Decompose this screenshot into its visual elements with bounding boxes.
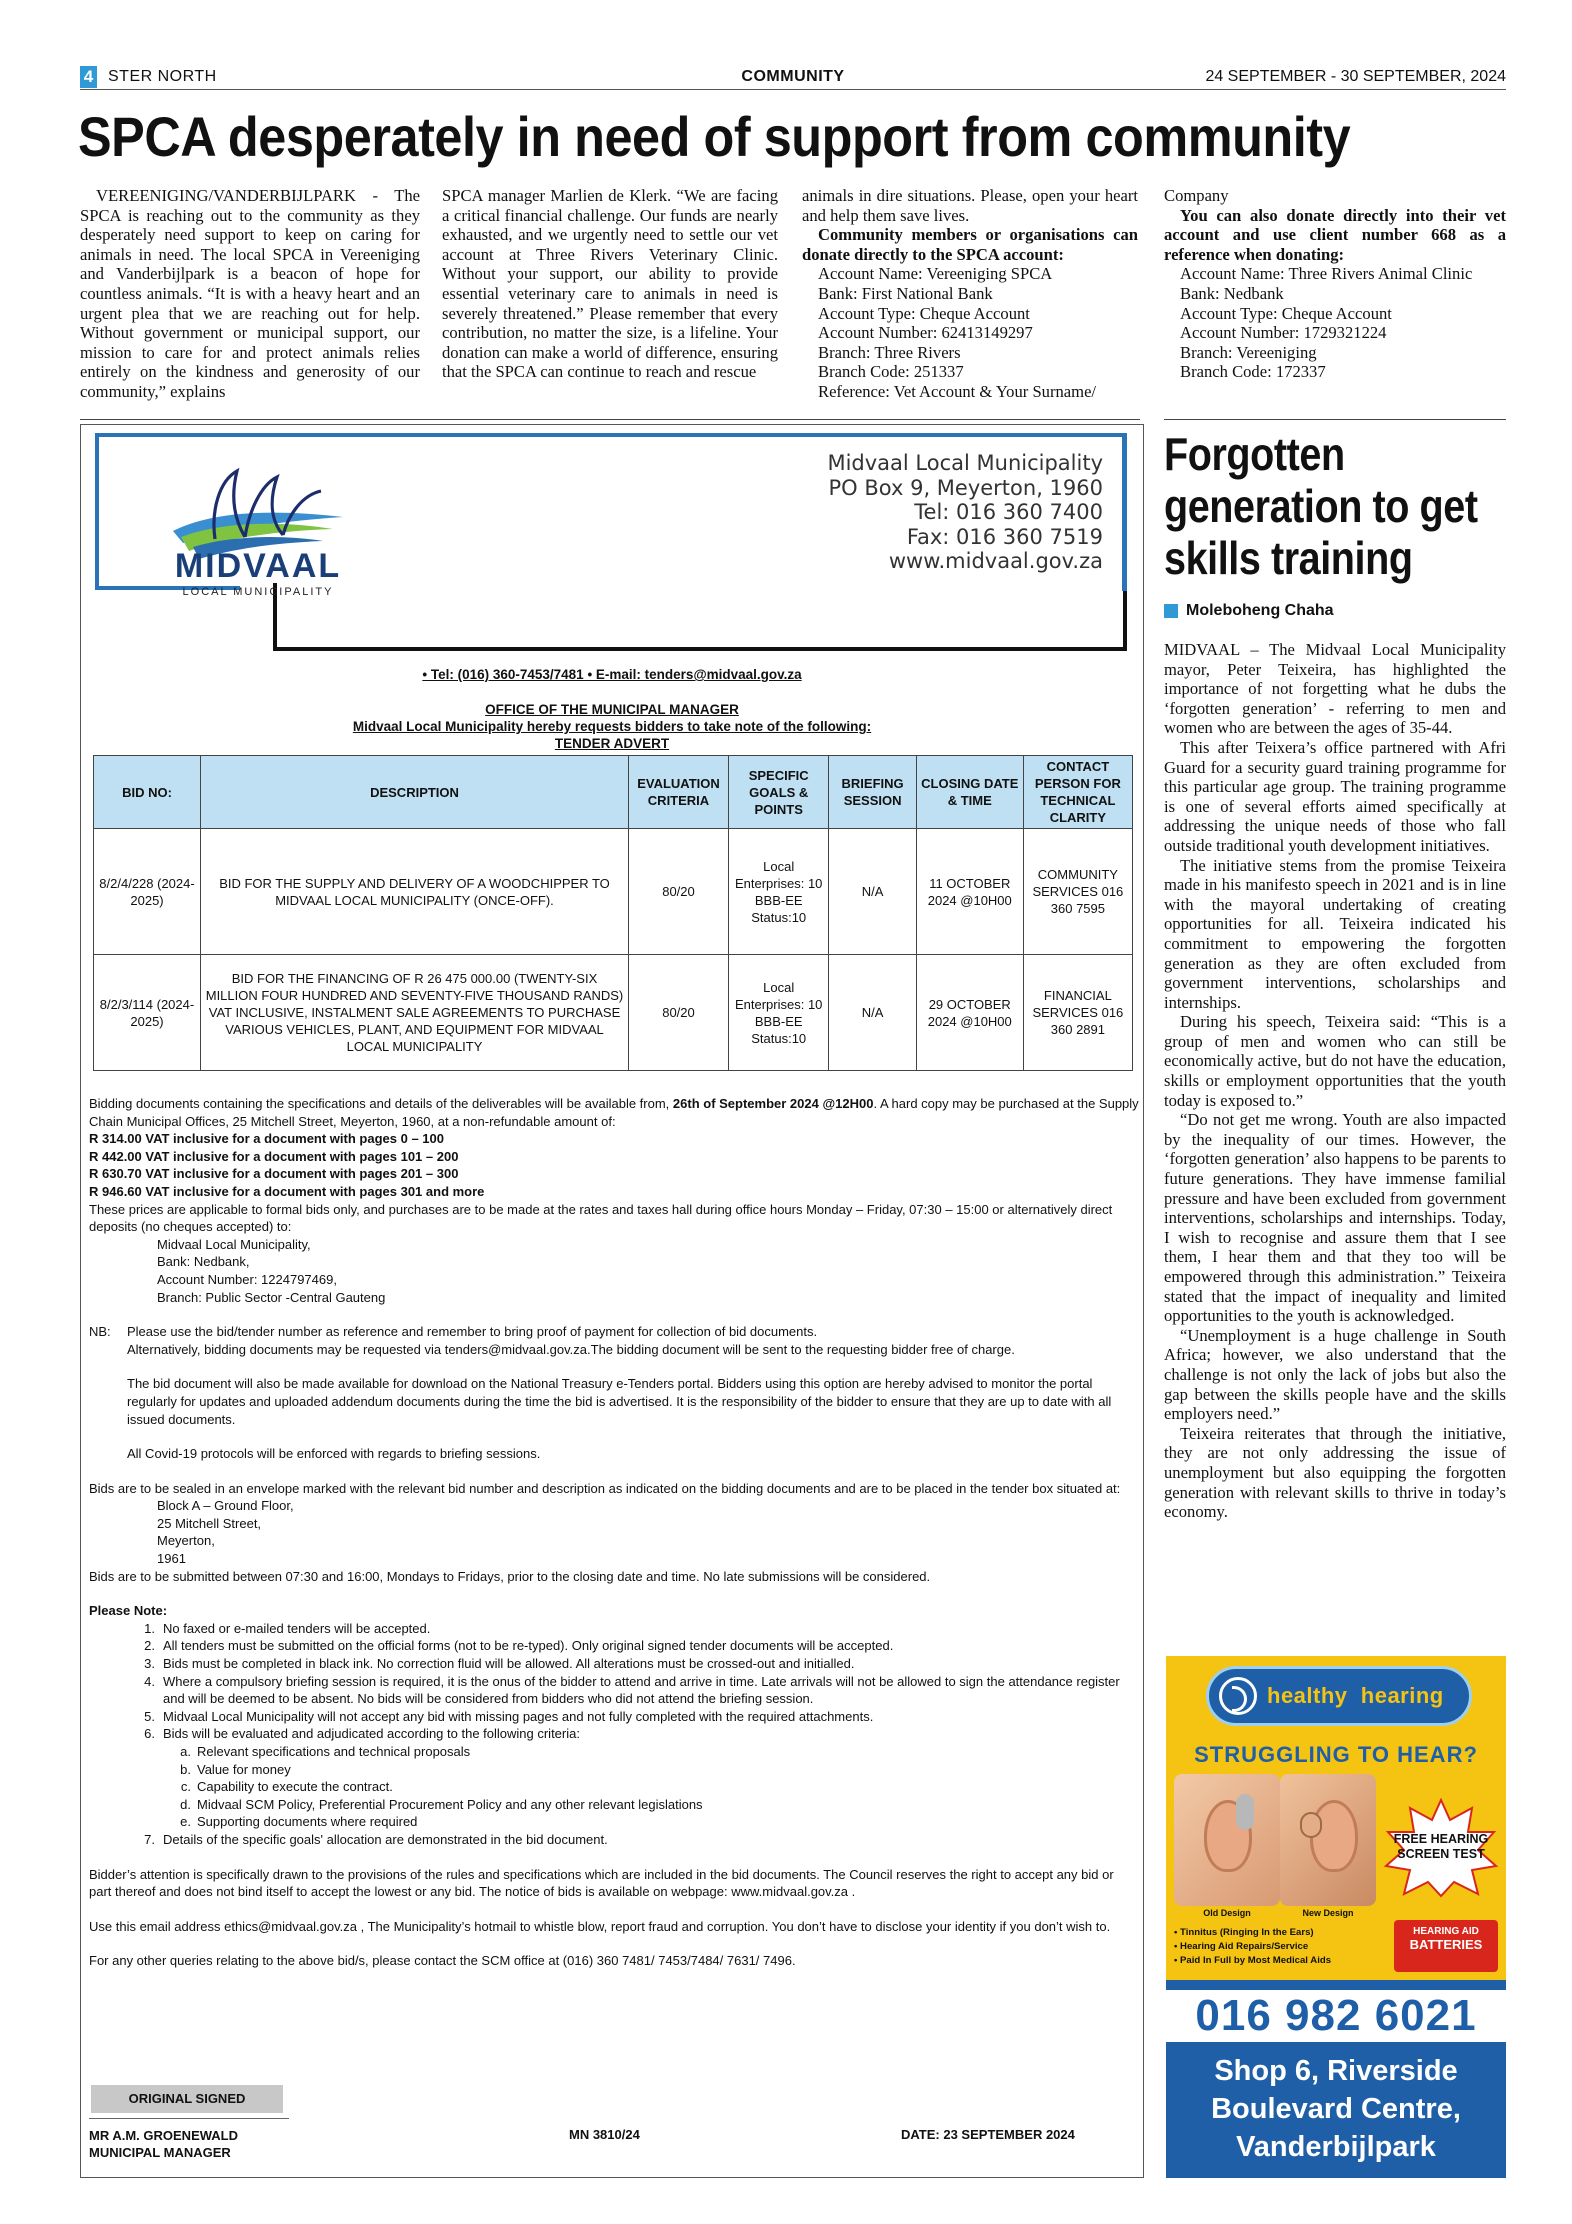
tender-table — [93, 755, 1133, 1071]
ad-tagline: STRUGGLING TO HEAR? — [1194, 1742, 1478, 1767]
list-item: 3. Bids must be completed in black ink. No correction fluid will be allowed. All alterations must be crossed-out and initialled. — [144, 1656, 855, 1672]
issue-date: 24 SEPTEMBER - 30 SEPTEMBER, 2024 — [1205, 68, 1506, 85]
old-design-photo — [1174, 1774, 1280, 1906]
divider — [1164, 419, 1506, 420]
nb-line: All Covid-19 protocols will be enforced with regards to briefing sessions. — [127, 1446, 541, 1462]
frame-line — [95, 433, 99, 590]
documents-intro-text: . A hard copy may be purchased at the Supply Chain Municipal Offices, 25 Mitchell Street, Meyerton, 1960, at a non-refundable amount of: — [89, 1096, 1139, 1129]
tender-box-line: 1961 — [157, 1551, 186, 1567]
service-item: • Tinnitus (Ringing In the Ears) — [1174, 1927, 1314, 1938]
spca-vet-line: Branch Code: 172337 — [1180, 362, 1326, 382]
column-header: CONTACT PERSON FOR TECHNICAL CLARITY — [1023, 756, 1132, 829]
bid-number: 8/2/4/228 (2024-2025) — [94, 829, 201, 955]
spca-account-line: Account Name: Vereeniging SPCA — [818, 264, 1053, 284]
spca-vet-line: Account Number: 1729321224 — [1180, 323, 1387, 343]
bid-goals: Local Enterprises: 10 BBB-EE Status:10 — [728, 955, 828, 1071]
spca-account-line: Branch: Three Rivers — [818, 342, 961, 362]
article-paragraph: The initiative stems from the promise Teixeira made in his manifesto speech in 2021 and is in line with the mayoral undertaking of creating opportunities for all. Teixeira indicated his commitment to empowering the forgotten generation as they are often excluded from government interventions, scholarships and internships. — [1164, 855, 1506, 1012]
frame-line — [273, 647, 1127, 651]
criteria-text: Supporting documents where required — [197, 1814, 418, 1830]
photo-caption: New Design — [1302, 1908, 1354, 1918]
bank-details — [89, 1236, 1139, 1306]
bid-evaluation: 80/20 — [629, 955, 729, 1071]
services-list — [1174, 1926, 1331, 1968]
price-list — [89, 1130, 1139, 1200]
criteria-list — [137, 1743, 1139, 1831]
article-headline: Forgotten generation to get skills training — [1164, 428, 1478, 584]
list-item: 1. No faxed or e-mailed tenders will be accepted. — [144, 1620, 431, 1636]
spca-continued-text: Company — [1164, 186, 1229, 205]
page-header — [80, 66, 1506, 90]
spca-vet-heading: You can also donate directly into their vet account and use client number 668 as a reference when donating: — [1164, 205, 1506, 264]
notice-line: Midvaal Local Municipality hereby requests bidders to take note of the following: — [352, 719, 872, 734]
page-number: 4 — [80, 66, 97, 88]
note-text: Where a compulsory briefing session is required, it is the onus of the bidder to attend and arrive in time. Late arrivals will not be allowed to sign the attendance register and will be deemed to be absent. No bids will be considered from bidders who did not attend the briefing session. — [163, 1673, 1120, 1707]
batteries-line: BATTERIES — [1409, 1937, 1483, 1952]
ad-address-line: Boulevard Centre, — [1211, 2093, 1461, 2125]
tender-box-address — [89, 1497, 1139, 1567]
documents-intro — [89, 1095, 1139, 1130]
brand-word: healthy — [1267, 1683, 1348, 1708]
documents-intro-text: Bidding documents containing the specifications and details of the deliverables will be available from, — [89, 1096, 673, 1111]
list-item: e. Supporting documents where required — [180, 1814, 418, 1830]
article-body — [1164, 640, 1506, 1522]
section-name: COMMUNITY — [741, 68, 845, 85]
spca-column-1 — [80, 186, 420, 402]
address-line: Fax: 016 360 7519 — [906, 524, 1103, 549]
submission-times: Bids are to be submitted between 07:30 and 16:00, Mondays to Fridays, prior to the closing date and time. No late submissions will be considered. — [89, 1568, 931, 1584]
bid-goals: Local Enterprises: 10 BBB-EE Status:10 — [728, 829, 828, 955]
manager-name: MR A.M. GROENEWALD — [89, 2128, 239, 2143]
new-design-photo — [1280, 1774, 1376, 1906]
article-paragraph: “Do not get me wrong. Youth are also impacted by the inequality of our times. However, the ‘forgotten generation’ also happens to be parents to future generations. They have immense familial pressure and have been excluded from government interventions, scholarships and internships. Today, I wish to recognise and assure them that I see them, I hear them and that they too will be empowered through this administration.” Teixeira stated that the impact of inequality and limited opportunities to the youth is acknowledged. — [1164, 1110, 1506, 1326]
advert-title: TENDER ADVERT — [554, 736, 670, 751]
tender-box-line: 25 Mitchell Street, — [157, 1515, 262, 1531]
spca-donate-heading: Community members or organisations can donate directly to the SPCA account: — [802, 225, 1138, 264]
midvaal-logo — [153, 451, 363, 601]
signature-line — [89, 2118, 289, 2119]
bid-contact: COMMUNITY SERVICES 016 360 7595 — [1023, 829, 1132, 955]
byline-square-icon — [1164, 604, 1178, 618]
spca-account-line: Account Type: Cheque Account — [818, 303, 1030, 323]
notice-date: DATE: 23 SEPTEMBER 2024 — [901, 2127, 1075, 2142]
note-text: Midvaal Local Municipality will not accept any bid with missing pages and not fully completed with the required attachments. — [163, 1708, 874, 1724]
free-test-label: FREE HEARING SCREEN TEST — [1393, 1832, 1489, 1861]
table-row — [94, 955, 1133, 1071]
nb-note — [89, 1323, 1139, 1463]
brand-name — [1267, 1683, 1444, 1709]
brand-pill — [1206, 1666, 1472, 1726]
article-paragraph: Teixeira reiterates that through the initiative, they are not only addressing the issue of unemployment but also equipping the forgotten generation with relevant skills to thrive in today’s economy. — [1164, 1423, 1506, 1522]
spca-account-line: Bank: First National Bank — [818, 283, 993, 303]
list-item: 2. All tenders must be submitted on the official forms (not to be re-typed). Only original signed tender documents will be accepted. — [144, 1638, 894, 1654]
note-text: All tenders must be submitted on the official forms (not to be re-typed). Only original signed tender documents will be accepted. — [163, 1638, 894, 1654]
price-line: R 946.60 VAT inclusive for a document with pages 301 and more — [89, 1183, 485, 1199]
bid-contact: FINANCIAL SERVICES 016 360 2891 — [1023, 955, 1132, 1071]
column-header: DESCRIPTION — [201, 756, 629, 829]
tender-contact-line: • Tel: (016) 360-7453/7481 • E-mail: tenders@midvaal.gov.za — [422, 667, 802, 682]
divider — [80, 419, 1140, 420]
article-paragraph: During his speech, Teixeira said: “This is a group of men and women who can still be economically active, but do not have the education, skills or employment opportunities that the youth today is exposed to.” — [1164, 1012, 1506, 1110]
tender-advert — [80, 424, 1144, 2178]
spca-vet-line: Branch: Vereeniging — [1180, 342, 1317, 362]
ethics-paragraph: Use this email address ethics@midvaal.gov.za , The Municipality’s hotmail to whistle blow, report fraud and corruption. You don’t have to disclose your identity if you don’t wish to. — [89, 1918, 1111, 1934]
tender-box-line: Meyerton, — [157, 1533, 215, 1549]
tender-box-line: Block A – Ground Floor, — [157, 1498, 294, 1514]
list-item: a. Relevant specifications and technical proposals — [180, 1744, 471, 1759]
spca-vet-line: Account Name: Three Rivers Animal Clinic — [1180, 264, 1473, 284]
list-item: d. Midvaal SCM Policy, Preferential Procurement Policy and any other relevant legislations — [180, 1796, 703, 1812]
office-title: OFFICE OF THE MUNICIPAL MANAGER — [485, 702, 739, 717]
list-item: b. Value for money — [180, 1761, 291, 1777]
bank-line: Branch: Public Sector -Central Gauteng — [157, 1289, 386, 1305]
frame-line — [95, 433, 1127, 437]
criteria-text: Relevant specifications and technical proposals — [197, 1744, 471, 1759]
spca-account-line: Reference: Vet Account & Your Surname/ — [818, 381, 1097, 401]
column-header: CLOSING DATE & TIME — [916, 756, 1023, 829]
note-text: Details of the specific goals' allocation are demonstrated in the bid document. — [163, 1831, 608, 1847]
column-header: SPECIFIC GOALS & POINTS — [728, 756, 828, 829]
hearing-advert — [1166, 1656, 1506, 2178]
spca-column-4 — [1164, 186, 1506, 382]
queries-paragraph: For any other queries relating to the above bid/s, please contact the SCM office at (016) 360 7481/ 7453/7484/ 7631/ 7496. — [89, 1953, 796, 1969]
please-note-title: Please Note: — [89, 1603, 168, 1619]
bid-evaluation: 80/20 — [629, 829, 729, 955]
logo-word: MIDVAAL — [174, 547, 342, 585]
bid-description: BID FOR THE SUPPLY AND DELIVERY OF A WOODCHIPPER TO MIDVAAL LOCAL MUNICIPALITY (ONCE-OFF). — [201, 829, 629, 955]
manager-signature-block — [89, 2127, 238, 2161]
spca-paragraph: animals in dire situations. Please, open your heart and help them save lives. — [802, 186, 1138, 225]
bid-briefing: N/A — [829, 829, 916, 955]
note-text: No faxed or e-mailed tenders will be accepted. — [163, 1620, 431, 1636]
address-line: PO Box 9, Meyerton, 1960 — [828, 475, 1103, 500]
brand-word: hearing — [1360, 1683, 1444, 1708]
frame-line — [1122, 433, 1127, 591]
nb-label: NB: — [89, 1324, 111, 1340]
address-line: www.midvaal.gov.za — [888, 549, 1103, 573]
article-paragraph: This after Teixera’s office partnered with Afri Guard for a security guard training programme for this particular age group. The training programme is one of several efforts aimed specifically at addressing the unique needs of those who fall outside traditional youth development initiatives. — [1164, 737, 1506, 855]
service-item: • Hearing Aid Repairs/Service — [1174, 1941, 1309, 1952]
column-header: EVALUATION CRITERIA — [629, 756, 729, 829]
criteria-text: Value for money — [197, 1761, 291, 1777]
bid-description: BID FOR THE FINANCING OF R 26 475 000.00 (TWENTY-SIX MILLION FOUR HUNDRED AND SEVENTY-FIVE THOUSAND RANDS) VAT INCLUSIVE, INSTALMENT SALE AGREEMENTS TO PURCHASE VARIOUS VEHICLES, PLANT, AND EQUIPMENT FOR MIDVAAL LOCAL MUNICIPALITY — [201, 955, 629, 1071]
nb-line: The bid document will also be made available for download on the National Treasury e-Tenders portal. Bidders using this option are hereby advised to monitor the portal regularly for updates and uploaded addendum documents during the time the bid is advertised. It is the responsibility of the bidder to ensure that they are up to date with all issued documents. — [127, 1376, 1112, 1427]
bank-line: Midvaal Local Municipality, — [157, 1236, 311, 1252]
bid-briefing: N/A — [829, 955, 916, 1071]
column-header: BID NO: — [94, 756, 201, 829]
spca-account-line: Account Number: 62413149297 — [818, 323, 1033, 343]
criteria-text: Capability to execute the contract. — [197, 1779, 393, 1795]
spca-column-3 — [802, 186, 1138, 402]
sealed-instructions: Bids are to be sealed in an envelope marked with the relevant bid number and description as indicated on the bidding documents and are to be placed in the tender box situated at: — [89, 1480, 1121, 1496]
table-row — [94, 829, 1133, 955]
municipality-address — [827, 451, 1103, 574]
photo-caption: Old Design — [1203, 1908, 1251, 1918]
nb-line: Please use the bid/tender number as reference and remember to bring proof of payment for collection of bid documents. — [127, 1324, 818, 1340]
spca-account-line: Branch Code: 251337 — [818, 362, 964, 382]
logo-subtitle: LOCAL MUNICIPALITY — [182, 586, 334, 598]
municipality-letterhead — [95, 433, 1127, 651]
price-line: R 630.70 VAT inclusive for a document with pages 201 – 300 — [89, 1166, 459, 1182]
spca-headline: SPCA desperately in need of support from community — [78, 105, 1351, 168]
bid-number: 8/2/3/114 (2024-2025) — [94, 955, 201, 1071]
ad-address-line: Vanderbijlpark — [1236, 2131, 1436, 2163]
criteria-text: Midvaal SCM Policy, Preferential Procurement Policy and any other relevant legislations — [197, 1796, 703, 1812]
frame-line — [1123, 591, 1127, 651]
bid-closing: 29 OCTOBER 2024 @10H00 — [916, 955, 1023, 1071]
attention-paragraph: Bidder’s attention is specifically drawn to the provisions of the rules and specifications which are included in the bid documents. The Council reserves the right to accept any bid or part thereof and does not bind itself to accept the lowest or any bid. The notice of bids is available on webpage: www.midvaal.gov.za . — [89, 1866, 1114, 1900]
bank-line: Bank: Nedbank, — [157, 1254, 250, 1270]
documents-available-date: 26th of September 2024 @12H00 — [672, 1096, 874, 1111]
address-line: Tel: 016 360 7400 — [914, 500, 1103, 524]
article-paragraph: MIDVAAL – The Midvaal Local Municipality mayor, Peter Teixeira, has highlighted the importance of not forgetting what he dubs the ‘forgotten generation’ - referring to men and women who are between the ages of 35-44. — [1164, 640, 1506, 738]
article-byline — [1164, 602, 1334, 620]
tender-office-heading — [81, 701, 1143, 752]
original-signed-box: ORIGINAL SIGNED — [91, 2085, 283, 2113]
spca-paragraph: VEREENIGING/VANDERBIJLPARK - The SPCA is reaching out to the community as they desperately need support to keep on caring for animals in need. The local SPCA in Vereeniging and Vanderbijlpark is a beacon of hope for countless animals. “It is with a heavy heart and an urgent plea that we are reaching out for help. Without government or municipal support, our mission to care for and protect animals relies entirely on the kindness and generosity of our community,” explains — [80, 186, 420, 401]
list-item: 4. Where a compulsory briefing session is required, it is the onus of the bidder to attend and arrive in time. Late arrivals will not be allowed to sign the attendance register and will be deemed to be absent. No bids will be considered from bidders who did not attend the briefing session. — [137, 1673, 1139, 1708]
note-text: Bids will be evaluated and adjudicated according to the following criteria: — [163, 1726, 580, 1742]
ad-address-line: Shop 6, Riverside — [1214, 2055, 1458, 2087]
bid-closing: 11 OCTOBER 2024 @10H00 — [916, 829, 1023, 955]
column-header: BRIEFING SESSION — [829, 756, 916, 829]
hearing-aid-icon — [1236, 1794, 1254, 1830]
ear-logo-icon — [1219, 1677, 1257, 1715]
ad-phone-number: 016 982 6021 — [1166, 1990, 1506, 2042]
spca-paragraph: SPCA manager Marlien de Klerk. “We are facing a critical financial challenge. Our funds are nearly exhausted, and we urgently need to settle our vet account at Three Rivers Veterinary Clinic. Without your support, our ability to provide essential veterinary care to animals in need is severely threatened.” Please remember that every contribution, no matter the size, is a lifeline. Your donation can make a world of difference, ensuring that the SPCA can continue to reach and rescue — [442, 186, 778, 382]
ad-address — [1166, 2052, 1506, 2166]
list-item: c. Capability to execute the contract. — [180, 1779, 393, 1795]
article-author: Moleboheng Chaha — [1186, 602, 1334, 619]
notes-list — [137, 1620, 1139, 1849]
table-header-row — [94, 756, 1133, 829]
tender-conditions — [89, 1095, 1139, 1970]
notice-number: MN 3810/24 — [569, 2127, 640, 2142]
batteries-badge — [1394, 1920, 1498, 1972]
nb-line: Alternatively, bidding documents may be requested via tenders@midvaal.gov.za.The bidding document will be sent to the requesting bidder free of charge. — [127, 1341, 1015, 1357]
list-item: 5. Midvaal Local Municipality will not accept any bid with missing pages and not fully completed with the required attachments. — [144, 1708, 874, 1724]
spca-column-2 — [442, 186, 778, 382]
hearing-aid-icon — [1300, 1812, 1322, 1838]
price-line: R 314.00 VAT inclusive for a document with pages 0 – 100 — [89, 1131, 444, 1147]
list-item: 7. Details of the specific goals' allocation are demonstrated in the bid document. — [144, 1831, 608, 1847]
prices-note: These prices are applicable to formal bids only, and purchases are to be made at the rates and taxes hall during office hours Monday – Friday, 07:30 – 15:00 or alternatively direct deposits (no cheques accepted) to: — [89, 1201, 1113, 1235]
list-item: 6. Bids will be evaluated and adjudicated according to the following criteria: — [144, 1726, 580, 1742]
manager-title: MUNICIPAL MANAGER — [89, 2145, 231, 2160]
note-text: Bids must be completed in black ink. No correction fluid will be allowed. All alterations must be crossed-out and initialled. — [163, 1656, 855, 1672]
publication-name: STER NORTH — [108, 68, 217, 85]
bank-line: Account Number: 1224797469, — [157, 1271, 337, 1287]
address-line: Midvaal Local Municipality — [827, 451, 1103, 475]
spca-vet-line: Account Type: Cheque Account — [1180, 303, 1392, 323]
batteries-line: HEARING AID — [1413, 1926, 1479, 1937]
service-item: • Paid In Full by Most Medical Aids — [1174, 1955, 1332, 1966]
spca-vet-line: Bank: Nedbank — [1180, 283, 1284, 303]
article-paragraph: “Unemployment is a huge challenge in South Africa; however, we also understand that the challenge is not only the lack of jobs but also the gap between the skills people have and the skills employers need.” — [1164, 1325, 1506, 1424]
price-line: R 442.00 VAT inclusive for a document with pages 101 – 200 — [89, 1148, 459, 1164]
